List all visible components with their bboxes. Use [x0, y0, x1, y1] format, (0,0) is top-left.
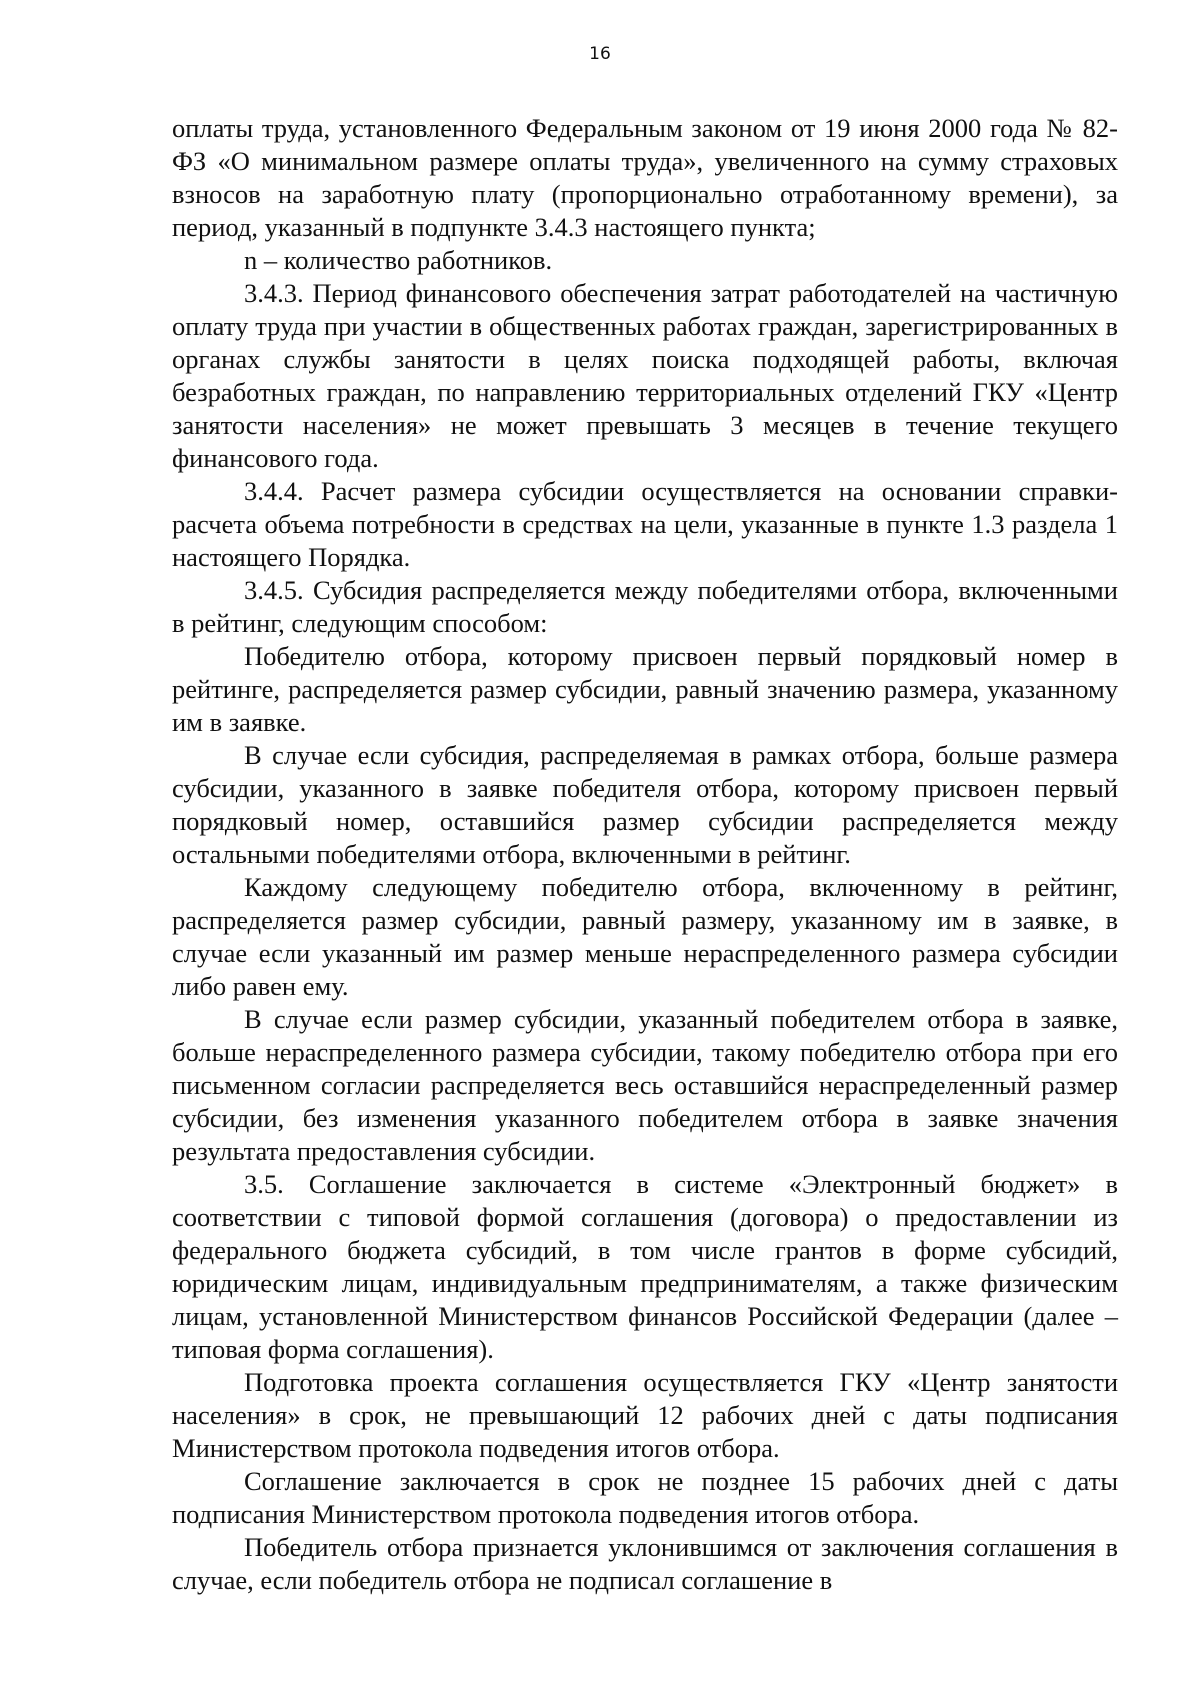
- paragraph-6: Победителю отбора, которому присвоен первый порядковый номер в рейтинге, распределяется размер субсидии, равный значению размера, указанному им в заявке.: [172, 641, 1118, 737]
- paragraph-5: 3.4.5. Субсидия распределяется между победителями отбора, включенными в рейтинг, следующим способом:: [172, 575, 1118, 638]
- paragraph-9: В случае если размер субсидии, указанный победителем отбора в заявке, больше нераспределенного размера субсидии, такому победителю отбора при его письменном согласии распределяется весь оставшийся нераспределенный размер субсидии, без изменения указанного победителем отбора в заявке значения результата предоставления субсидии.: [172, 1004, 1118, 1166]
- paragraph-4: 3.4.4. Расчет размера субсидии осуществляется на основании справки-расчета объема потребности в средствах на цели, указанные в пункте 1.3 раздела 1 настоящего Порядка.: [172, 476, 1118, 572]
- paragraph-7: В случае если субсидия, распределяемая в рамках отбора, больше размера субсидии, указанного в заявке победителя отбора, которому присвоен первый порядковый номер, оставшийся размер субсидии распределяется между остальными победителями отбора, включенными в рейтинг.: [172, 740, 1118, 869]
- paragraph-2: n – количество работников.: [244, 245, 553, 275]
- document-body: [172, 112, 1118, 1597]
- page-number: 16: [589, 44, 611, 64]
- paragraph-12: Соглашение заключается в срок не позднее 15 рабочих дней с даты подписания Министерством протокола подведения итогов отбора.: [172, 1466, 1118, 1529]
- paragraph-3: 3.4.3. Период финансового обеспечения затрат работодателей на частичную оплату труда при участии в общественных работах граждан, зарегистрированных в органах службы занятости в целях поиска подходящей работы, включая безработных граждан, по направлению территориальных отделений ГКУ «Центр занятости населения» не может превышать 3 месяцев в течение текущего финансового года.: [172, 278, 1118, 473]
- paragraph-8: Каждому следующему победителю отбора, включенному в рейтинг, распределяется размер субсидии, равный размеру, указанному им в заявке, в случае если указанный им размер меньше нераспределенного размера субсидии либо равен ему.: [172, 872, 1118, 1001]
- paragraph-10: 3.5. Соглашение заключается в системе «Электронный бюджет» в соответствии с типовой формой соглашения (договора) о предоставлении из федерального бюджета субсидий, в том числе грантов в форме субсидий, юридическим лицам, индивидуальным предпринимателям, а также физическим лицам, установленной Министерством финансов Российской Федерации (далее – типовая форма соглашения).: [172, 1169, 1118, 1364]
- paragraph-11: Подготовка проекта соглашения осуществляется ГКУ «Центр занятости населения» в срок, не превышающий 12 рабочих дней с даты подписания Министерством протокола подведения итогов отбора.: [172, 1367, 1118, 1463]
- paragraph-13: Победитель отбора признается уклонившимся от заключения соглашения в случае, если победитель отбора не подписал соглашение в: [172, 1532, 1118, 1595]
- paragraph-1: оплаты труда, установленного Федеральным законом от 19 июня 2000 года № 82-ФЗ «О минимальном размере оплаты труда», увеличенного на сумму страховых взносов на заработную плату (пропорционально отработанному времени), за период, указанный в подпункте 3.4.3 настоящего пункта;: [172, 113, 1118, 242]
